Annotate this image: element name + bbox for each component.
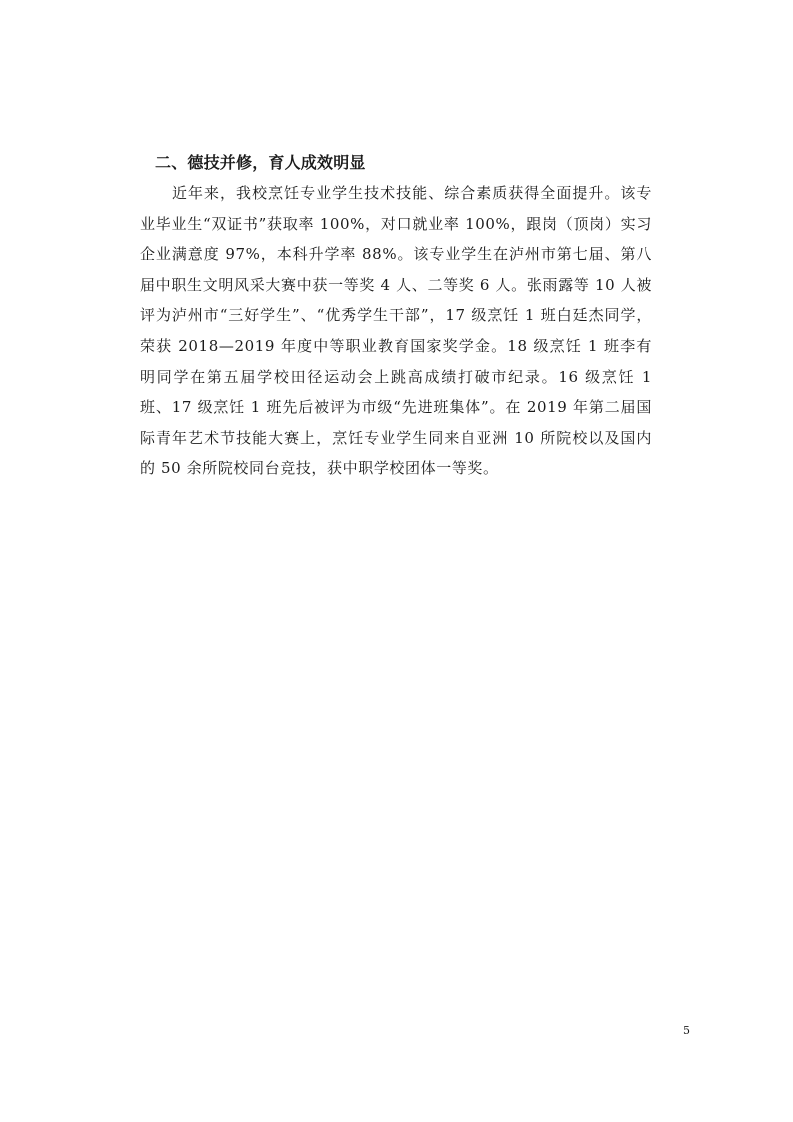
page-number: 5	[683, 1024, 690, 1037]
section-heading: 二、德技并修，育人成效明显	[155, 153, 366, 172]
body-paragraph: 近年来，我校烹饪专业学生技术技能、综合素质获得全面提升。该专业毕业生“双证书”获取率 100%，对口就业率 100%，跟岗（顶岗）实习企业满意度 97%，本科升学率 88%。该专业学生在泸州市第七届、第八届中职生文明风采大赛中获一等奖 4 人、二等奖 6 人。张雨露等 10 人被评为泸州市“三好学生”、“优秀学生干部”，17 级烹饪 1 班白廷杰同学，荣获 2018—2019 年度中等职业教育国家奖学金。18 级烹饪 1 班李有明同学在第五届学校田径运动会上跳高成绩打破市纪录。16 级烹饪 1 班、17 级烹饪 1 班先后被评为市级“先进班集体”。在 2019 年第二届国际青年艺术节技能大赛上，烹饪专业学生同来自亚洲 10 所院校以及国内的 50 余所院校同台竞技，获中职学校团体一等奖。	[140, 184, 652, 478]
